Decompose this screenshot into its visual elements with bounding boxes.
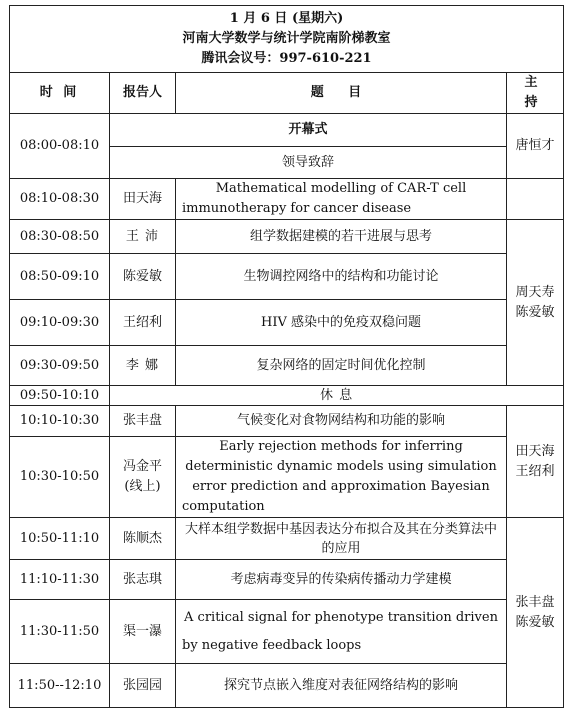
title-cell: HIV 感染中的免疫双稳问题 xyxy=(176,300,507,346)
time-cell: 10:10-10:30 xyxy=(10,406,110,437)
chair-name: 唐恒才 xyxy=(515,138,555,153)
chair-name: 田天海 xyxy=(515,443,555,459)
opening-subtitle: 领导致辞 xyxy=(110,147,507,179)
opening-title: 开幕式 xyxy=(110,114,507,147)
time-cell: 08:00-08:10 xyxy=(10,114,110,179)
chair-cell xyxy=(507,406,564,518)
time-cell: 11:30-11:50 xyxy=(10,600,110,664)
col-title: 题 目 xyxy=(176,73,507,114)
chair-name: 周天寿 xyxy=(515,284,555,300)
speaker-name: 冯金平 xyxy=(122,459,162,474)
title-cell: Early rejection methods for inferring deterministic dynamic models using simulation error prediction and approximation Bayesian computation xyxy=(176,437,507,518)
speaker-cell: 李 娜 xyxy=(110,346,176,386)
speaker-cell: 王绍利 xyxy=(110,300,176,346)
chair-name: 陈爱敏 xyxy=(515,614,555,630)
speaker-cell: 渠一瀑 xyxy=(110,600,176,664)
time-cell: 10:30-10:50 xyxy=(10,437,110,518)
title-cell: 考虑病毒变异的传染病传播动力学建模 xyxy=(176,560,507,600)
break-row xyxy=(10,386,564,406)
table-row xyxy=(10,254,564,300)
table-row xyxy=(10,406,564,437)
col-speaker: 报告人 xyxy=(110,73,176,114)
col-time: 时 间 xyxy=(10,73,110,114)
table-row xyxy=(10,346,564,386)
time-cell: 09:10-09:30 xyxy=(10,300,110,346)
chair-cell xyxy=(507,518,564,708)
header-cell xyxy=(10,6,564,73)
time-cell: 09:50-10:10 xyxy=(10,386,110,406)
title-cell: 生物调控网络中的结构和功能讨论 xyxy=(176,254,507,300)
chair-name: 张丰盘 xyxy=(515,594,555,610)
table-row xyxy=(10,600,564,664)
time-cell: 11:10-11:30 xyxy=(10,560,110,600)
time-cell: 08:50-09:10 xyxy=(10,254,110,300)
chair-name: 王绍利 xyxy=(515,463,555,479)
speaker-cell: 田天海 xyxy=(110,179,176,220)
title-cell: 大样本组学数据中基因表达分布拟合及其在分类算法中的应用 xyxy=(176,518,507,560)
title-cell: 组学数据建模的若干进展与思考 xyxy=(176,220,507,254)
speaker-cell: 张丰盘 xyxy=(110,406,176,437)
column-header-row xyxy=(10,73,564,114)
chair-cell xyxy=(507,114,564,179)
title-cell: 复杂网络的固定时间优化控制 xyxy=(176,346,507,386)
speaker-note: (线上) xyxy=(124,479,161,494)
col-chair: 主 持 xyxy=(507,73,564,114)
table-row xyxy=(10,300,564,346)
title-cell: Mathematical modelling of CAR-T cell immunotherapy for cancer disease xyxy=(176,179,507,220)
speaker-cell: 张志琪 xyxy=(110,560,176,600)
speaker-cell: 陈爱敏 xyxy=(110,254,176,300)
chair-cell xyxy=(507,220,564,386)
table-row xyxy=(10,179,564,220)
title-cell: A critical signal for phenotype transition driven by negative feedback loops xyxy=(176,600,507,664)
time-cell: 11:50--12:10 xyxy=(10,664,110,708)
chair-cell-empty xyxy=(507,179,564,220)
table-row xyxy=(10,437,564,518)
table-row xyxy=(10,220,564,254)
speaker-cell: 陈顺杰 xyxy=(110,518,176,560)
time-cell: 10:50-11:10 xyxy=(10,518,110,560)
time-cell: 09:30-09:50 xyxy=(10,346,110,386)
header-meeting-id: 腾讯会议号：997-610-221 xyxy=(201,51,372,66)
header-venue: 河南大学数学与统计学院南阶梯教室 xyxy=(182,31,391,46)
table-row xyxy=(10,114,564,147)
chair-name: 陈爱敏 xyxy=(515,304,555,320)
table-row xyxy=(10,518,564,560)
time-cell: 08:30-08:50 xyxy=(10,220,110,254)
schedule-table xyxy=(9,5,564,708)
table-row xyxy=(10,560,564,600)
speaker-cell: 张园园 xyxy=(110,664,176,708)
header-row xyxy=(10,6,564,73)
speaker-cell: 王 沛 xyxy=(110,220,176,254)
header-date: 1 月 6 日 (星期六) xyxy=(229,11,344,26)
title-cell: 气候变化对食物网结构和功能的影响 xyxy=(176,406,507,437)
time-cell: 08:10-08:30 xyxy=(10,179,110,220)
title-cell: 探究节点嵌入维度对表征网络结构的影响 xyxy=(176,664,507,708)
break-label: 休 息 xyxy=(110,386,564,406)
speaker-cell xyxy=(110,437,176,518)
